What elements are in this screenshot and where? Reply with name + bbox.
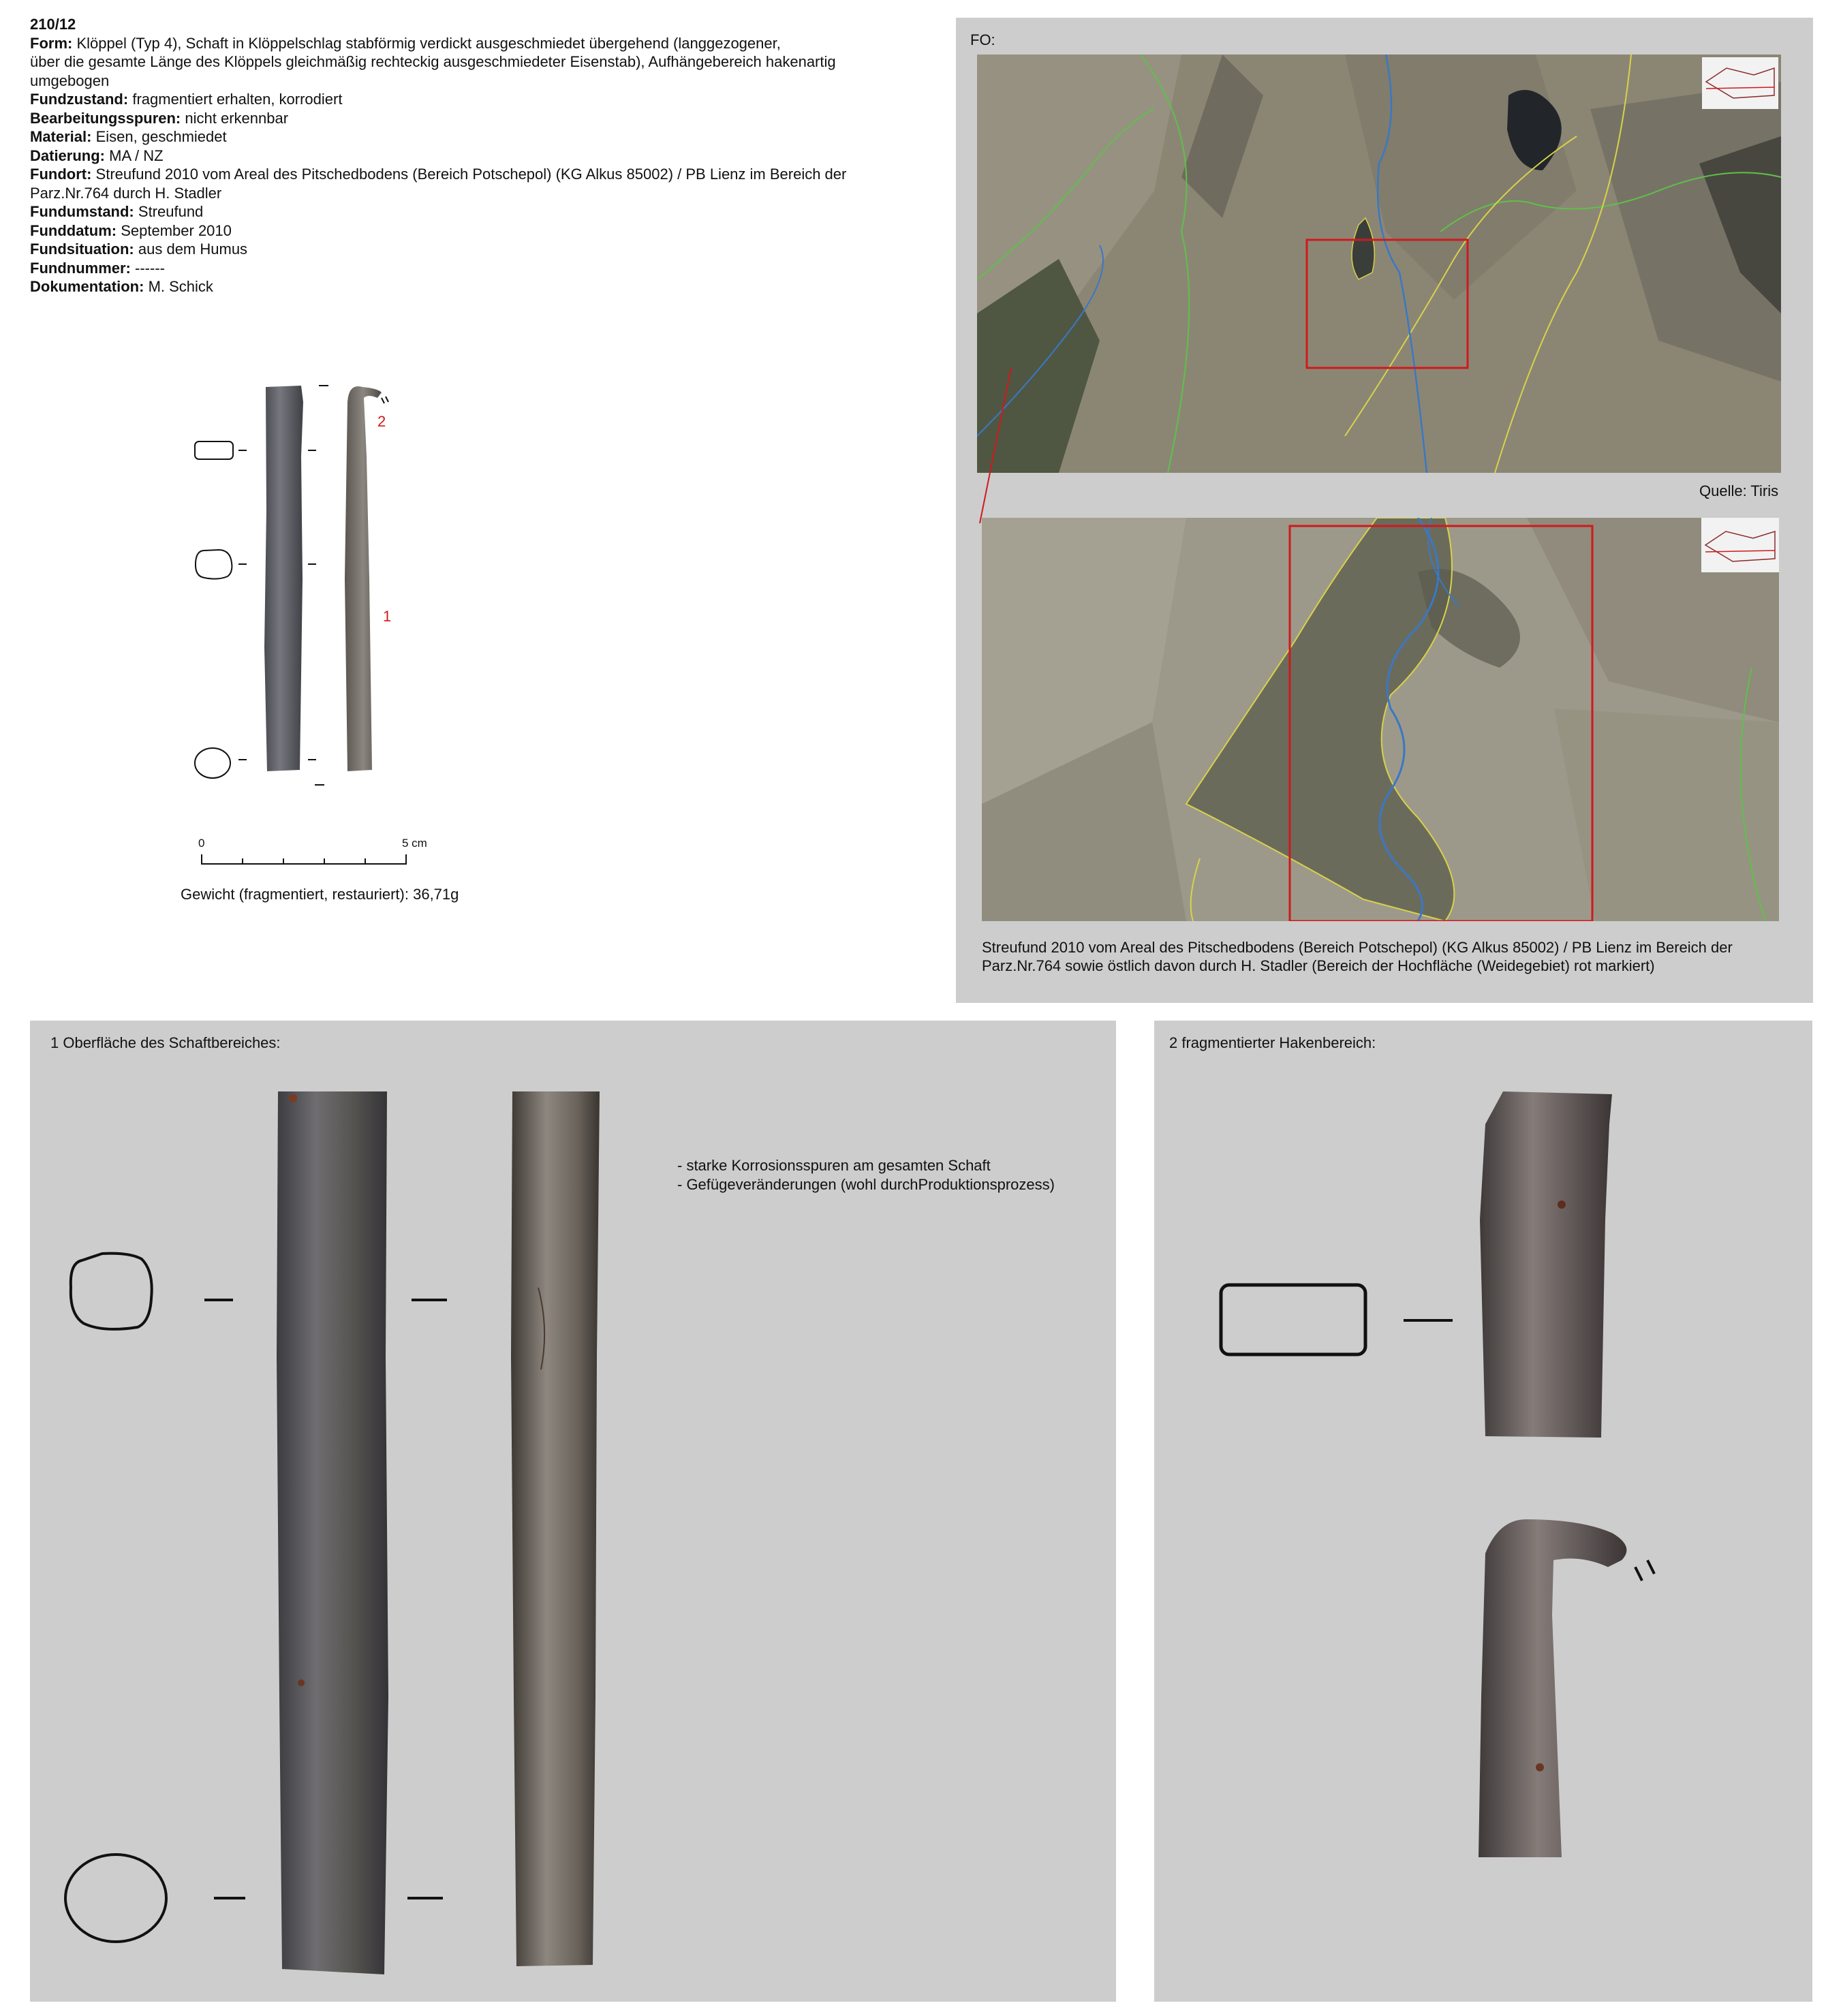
section-oval-large-outline — [65, 1855, 166, 1942]
catalog-row-funddatum: Funddatum: September 2010 — [30, 221, 232, 239]
catalog-row-datierung: Datierung: MA / NZ — [30, 146, 164, 164]
section-square-outline — [196, 550, 232, 579]
shaft-photo-detail — [61, 1083, 620, 1983]
section-rect-outline — [195, 441, 233, 459]
map-panel-label: FO: — [970, 31, 995, 48]
detail-aerial-map — [982, 518, 1779, 921]
hook-lower-photo — [1479, 1519, 1626, 1857]
map-caption-line1: Streufund 2010 vom Areal des Pitschedbodens (Bereich Potschepol) (KG Alkus 85002) / PB Lienz im Bereich der — [982, 939, 1733, 956]
catalog-row-form: Form: Klöppel (Typ 4), Schaft in Klöppelschlag stabförmig verdickt ausgeschmiedet übergehend (langgezogener, — [30, 34, 781, 52]
detail-note-corrosion: - starke Korrosionsspuren am gesamten Schaft — [677, 1157, 991, 1174]
catalog-id: 210/12 — [30, 16, 76, 33]
shaft-side-photo — [511, 1091, 600, 1966]
catalog-row-fundsituation: Fundsituation: aus dem Humus — [30, 241, 248, 258]
section-square-large-outline — [71, 1254, 152, 1329]
catalog-entry — [30, 15, 916, 296]
shaft-front-photo — [277, 1091, 388, 1974]
catalog-row-dokumentation: Dokumentation: M. Schick — [30, 278, 213, 295]
hook-upper-photo — [1480, 1091, 1612, 1438]
map-caption-line2: Parz.Nr.764 sowie östlich davon durch H. Stadler (Bereich der Hochfläche (Weidegebiet) rot markiert) — [982, 957, 1655, 974]
scale-label-zero: 0 — [198, 837, 205, 850]
catalog-row-bearbeitung: Bearbeitungsspuren: nicht erkennbar — [30, 109, 289, 127]
rod-side-view — [345, 386, 382, 771]
overview-aerial-map — [977, 55, 1781, 473]
catalog-row-fundnummer: Fundnummer: ------ — [30, 259, 165, 277]
catalog-row-fundumstand: Fundumstand: Streufund — [30, 203, 204, 220]
catalog-row-fundort-cont: Parz.Nr.764 durch H. Stadler — [30, 184, 222, 202]
weight-text: Gewicht (fragmentiert, restauriert): 36,71g — [181, 886, 459, 903]
catalog-row-fundort: Fundort: Streufund 2010 vom Areal des Pitschedbodens (Bereich Potschepol) (KG Alkus 85002) / PB Lienz im Bereich der — [30, 166, 847, 183]
catalog-row-form-cont2: umgebogen — [30, 72, 110, 89]
detail-note-structure: - Gefügeveränderungen (wohl durchProduktionsprozess) — [677, 1176, 1055, 1193]
catalog-row-material: Material: Eisen, geschmiedet — [30, 128, 227, 145]
marker-1: 1 — [383, 608, 392, 625]
catalog-row-fundzustand: Fundzustand: fragmentiert erhalten, korrodiert — [30, 91, 343, 108]
map-connector-line — [977, 368, 1018, 525]
object-drawing — [184, 375, 470, 797]
scale-label-end: 5 cm — [402, 837, 427, 850]
map-source: Quelle: Tiris — [1699, 482, 1779, 499]
section-rect-large-outline — [1221, 1285, 1365, 1354]
rod-front-view — [264, 386, 303, 771]
section-oval-outline — [195, 748, 230, 778]
detail-panel-hook-title: 2 fragmentierter Hakenbereich: — [1169, 1034, 1376, 1051]
marker-2: 2 — [377, 413, 386, 430]
catalog-row-form-cont: über die gesamte Länge des Klöppels gleichmäßig rechteckig ausgeschmiedeter Eisenstab), Aufhängebereich hakenartig — [30, 53, 836, 70]
scale-bar — [200, 852, 418, 867]
hook-photo-detail — [1213, 1083, 1690, 1867]
detail-panel-shaft-title: 1 Oberfläche des Schaftbereiches: — [50, 1034, 281, 1051]
